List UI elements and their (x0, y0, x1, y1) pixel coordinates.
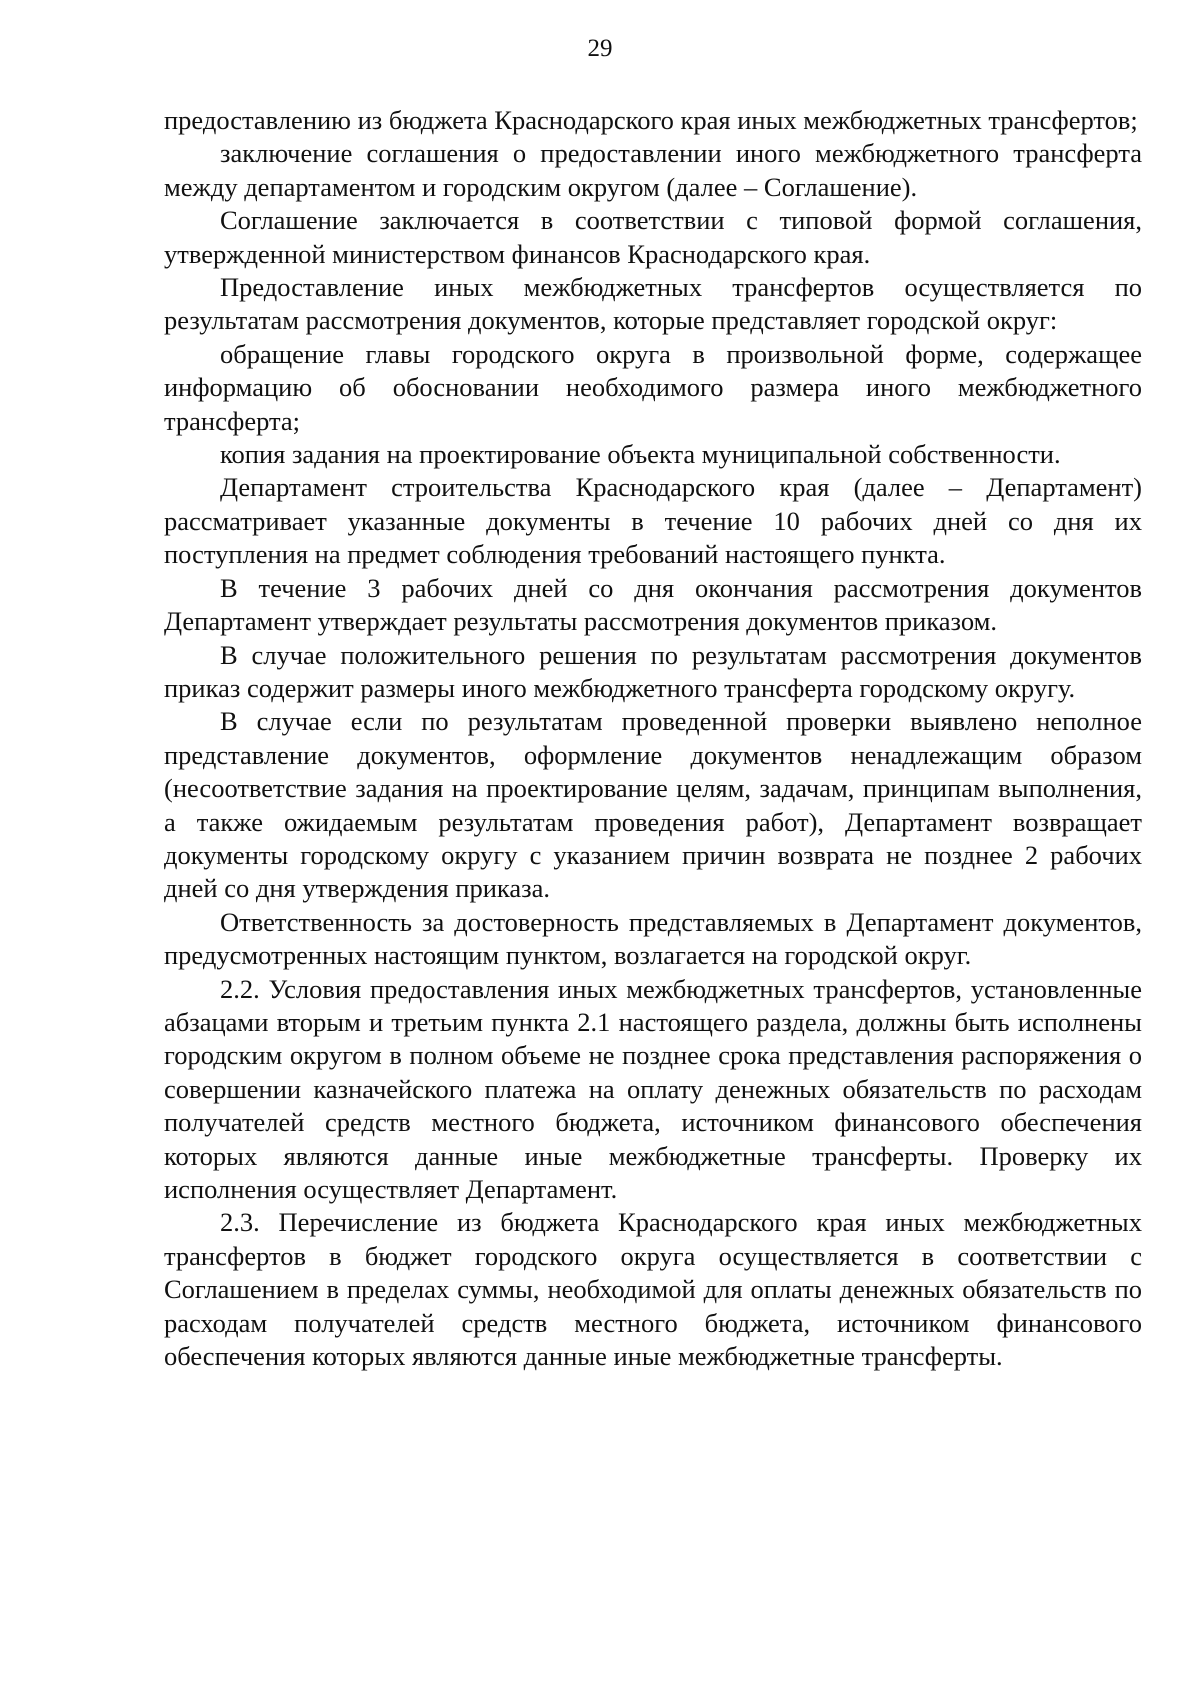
paragraph: В случае положительного решения по результатам рассмотрения документов приказ содержит размеры иного межбюджетного трансферта городскому округу. (164, 639, 1142, 703)
document-body (164, 104, 1142, 1373)
paragraph: Соглашение заключается в соответствии с типовой формой соглашения, утвержденной министерством финансов Краснодарского края. (164, 205, 1142, 269)
paragraph: предоставлению из бюджета Краснодарского края иных межбюджетных трансфертов; (164, 105, 1138, 135)
paragraph: 2.2. Условия предоставления иных межбюджетных трансфертов, установленные абзацами вторым и третьим пункта 2.1 настоящего раздела, должны быть исполнены городским округом в полном объеме не позднее срока представления распоряжения о совершении казначейского платежа на оплату денежных обязательств по расходам получателей средств местного бюджета, источником финансового обеспечения которых являются данные иные межбюджетные трансферты. Проверку их исполнения осуществляет Департамент. (164, 973, 1142, 1204)
paragraph: обращение главы городского округа в произвольной форме, содержащее информацию об обосновании необходимого размера иного межбюджетного трансферта; (164, 338, 1142, 436)
page-number: 29 (587, 35, 613, 62)
paragraph: Предоставление иных межбюджетных трансфертов осуществляется по результатам рассмотрения документов, которые представляет городской округ: (164, 272, 1142, 336)
paragraph: 2.3. Перечисление из бюджета Краснодарского края иных межбюджетных трансфертов в бюджет городского округа осуществляется в соответствии с Соглашением в пределах суммы, необходимой для оплаты денежных обязательств по расходам получателей средств местного бюджета, источником финансового обеспечения которых являются данные иные межбюджетные трансферты. (164, 1207, 1142, 1372)
paragraph: В случае если по результатам проведенной проверки выявлено неполное представление документов, оформление документов ненадлежащим образом (несоответствие задания на проектирование целям, задачам, принципам выполнения, а также ожидаемым результатам проведения работ), Департамент возвращает документы городскому округу с указанием причин возврата не позднее 2 рабочих дней со дня утверждения приказа. (164, 706, 1142, 904)
paragraph: В течение 3 рабочих дней со дня окончания рассмотрения документов Департамент утверждает результаты рассмотрения документов приказом. (164, 572, 1142, 637)
paragraph: копия задания на проектирование объекта муниципальной собственности. (220, 439, 1061, 470)
paragraph: заключение соглашения о предоставлении иного межбюджетного трансферта между департаментом и городским округом (далее – Соглашение). (164, 138, 1142, 202)
paragraph: Департамент строительства Краснодарского края (далее – Департамент) рассматривает указанные документы в течение 10 рабочих дней со дня их поступления на предмет соблюдения требований настоящего пункта. (164, 472, 1142, 570)
paragraph: Ответственность за достоверность представляемых в Департамент документов, предусмотренных настоящим пунктом, возлагается на городской округ. (164, 906, 1142, 971)
